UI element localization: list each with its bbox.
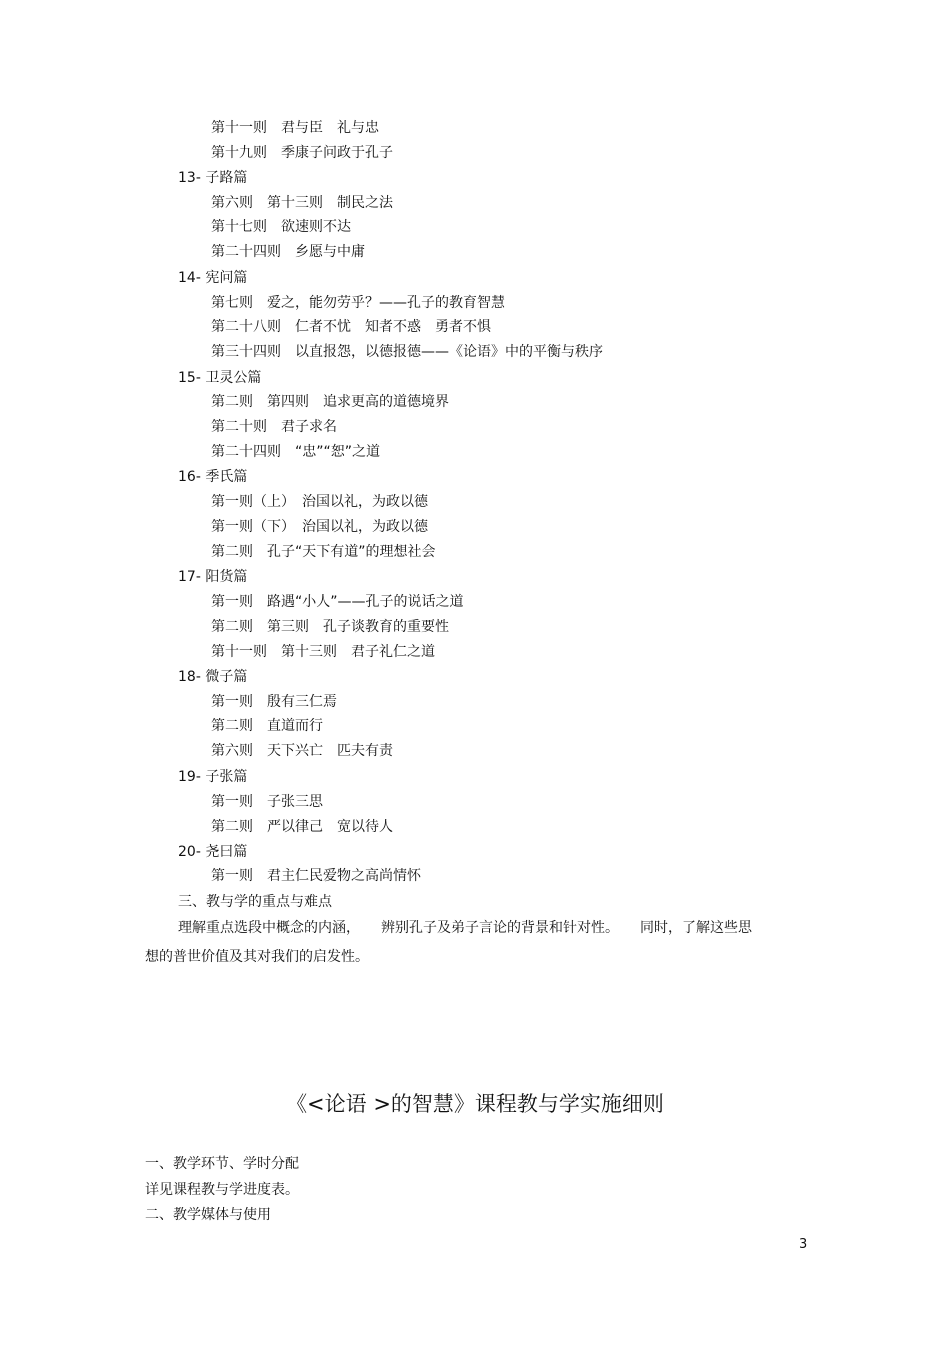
toc-entry: 第三十四则 以直报怨，以德报德——《论语》中的平衡与秩序 xyxy=(211,344,603,360)
section-heading: 二、教学媒体与使用 xyxy=(145,1207,271,1223)
toc-entry: 第一则 殷有三仁焉 xyxy=(211,694,337,710)
toc-section-heading: 16- 季氏篇 xyxy=(178,469,248,485)
page-number: 3 xyxy=(799,1237,808,1252)
toc-section-heading: 17- 阳货篇 xyxy=(178,569,248,585)
toc-section-heading: 18- 微子篇 xyxy=(178,669,248,685)
toc-entry: 第二十则 君子求名 xyxy=(211,419,337,435)
toc-section-heading: 13- 子路篇 xyxy=(178,170,248,186)
toc-entry: 第一则 子张三思 xyxy=(211,794,323,810)
toc-section-heading: 15- 卫灵公篇 xyxy=(178,370,262,386)
toc-entry: 第一则（下） 治国以礼，为政以德 xyxy=(211,519,428,535)
toc-entry: 第七则 爱之，能勿劳乎？——孔子的教育智慧 xyxy=(211,295,505,311)
toc-entry: 第二则 孔子“天下有道”的理想社会 xyxy=(211,544,436,560)
toc-entry: 第二十八则 仁者不忧 知者不惑 勇者不惧 xyxy=(211,319,491,335)
toc-entry: 第十一则 第十三则 君子礼仁之道 xyxy=(211,644,435,660)
toc-section-heading: 19- 子张篇 xyxy=(178,769,248,785)
toc-entry: 第十七则 欲速则不达 xyxy=(211,219,351,235)
toc-entry: 第六则 天下兴亡 匹夫有责 xyxy=(211,743,393,759)
section-heading: 三、教与学的重点与难点 xyxy=(178,894,332,910)
paragraph-line: 理解重点选段中概念的内涵， 辨别孔子及弟子言论的背景和针对性。 同时，了解这些思 xyxy=(178,920,752,936)
toc-entry: 第二则 直道而行 xyxy=(211,718,323,734)
toc-entry: 第二则 第四则 追求更高的道德境界 xyxy=(211,394,449,410)
toc-entry: 第二则 第三则 孔子谈教育的重要性 xyxy=(211,619,449,635)
toc-entry: 第一则 君主仁民爱物之高尚情怀 xyxy=(211,868,421,884)
toc-section-heading: 14- 宪问篇 xyxy=(178,270,248,286)
toc-entry: 第二十四则 乡愿与中庸 xyxy=(211,244,365,260)
toc-entry: 第二十四则 “忠”“恕”之道 xyxy=(211,444,381,460)
toc-entry: 第六则 第十三则 制民之法 xyxy=(211,195,393,211)
paragraph: 详见课程教与学进度表。 xyxy=(145,1182,299,1198)
toc-entry: 第十一则 君与臣 礼与忠 xyxy=(211,120,379,136)
paragraph-line: 想的普世价值及其对我们的启发性。 xyxy=(145,949,369,965)
toc-section-heading: 20- 尧曰篇 xyxy=(178,844,248,860)
section-heading: 一、教学环节、学时分配 xyxy=(145,1156,299,1172)
toc-entry: 第一则（上） 治国以礼，为政以德 xyxy=(211,494,428,510)
toc-entry: 第二则 严以律己 宽以待人 xyxy=(211,819,393,835)
toc-entry: 第十九则 季康子问政于孔子 xyxy=(211,145,393,161)
document-title: 《<论语 >的智慧》课程教与学实施细则 xyxy=(286,1092,664,1116)
toc-entry: 第一则 路遇“小人”——孔子的说话之道 xyxy=(211,594,464,610)
